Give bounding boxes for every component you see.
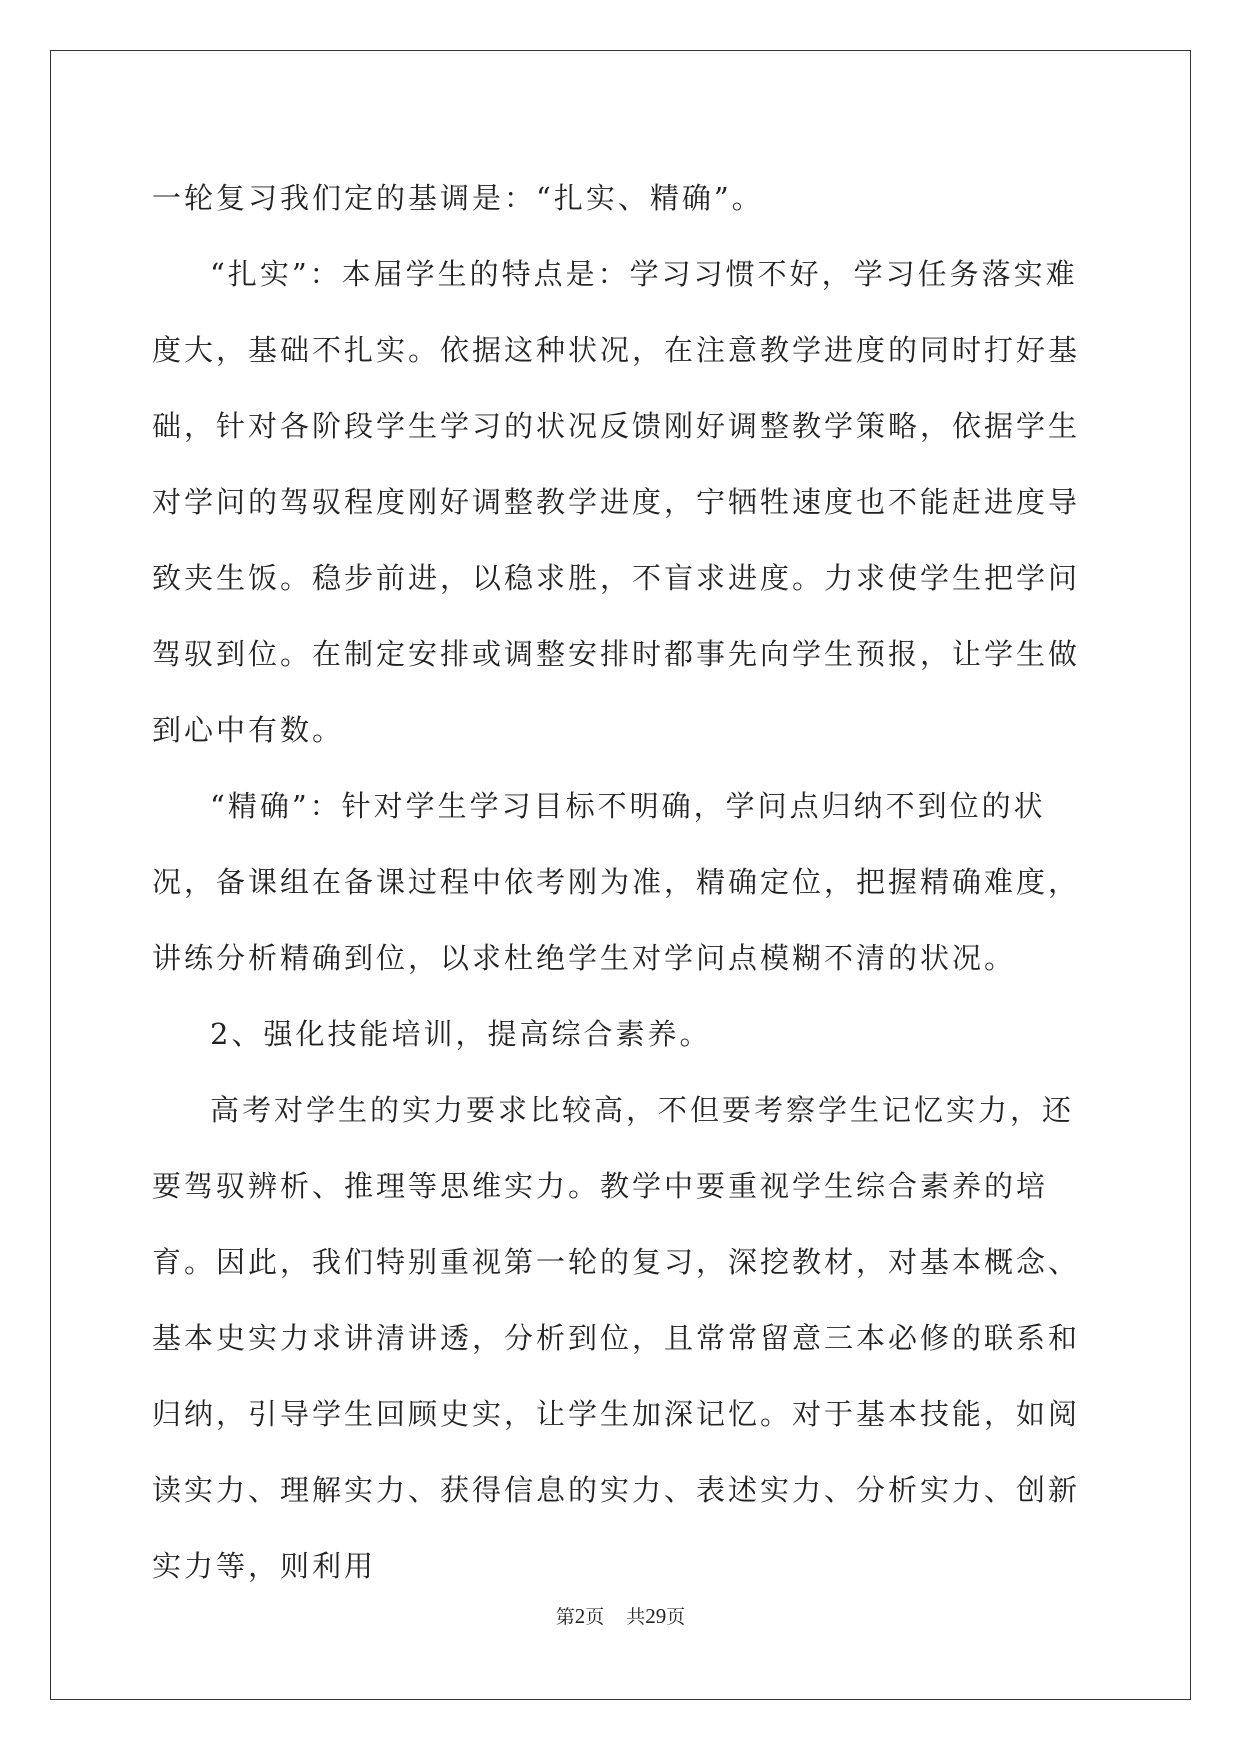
- footer-page-number: 2: [574, 1604, 586, 1628]
- footer-total-pages: 29: [645, 1604, 667, 1628]
- paragraph: 2、强化技能培训，提高综合素养。: [210, 1017, 712, 1051]
- footer-page-prefix: 第: [555, 1607, 575, 1628]
- paragraph: 高考对学生的实力要求比较高，不但要考察学生记忆实力，还要驾驭辨析、推理等思维实力。教学中要重视学生综合素养的培育。因此，我们特别重视第一轮的复习，深挖教材，对基本概念、基本史实力求讲清讲透，分析到位，且常常留意三本必修的联系和归纳，引导学生回顾史实，让学生加深记忆。对于基本技能，如阅读实力、理解实力、获得信息的实力、表述实力、分析实力、创新实力等，则利用: [152, 1093, 1081, 1583]
- paragraph: “扎实”：本届学生的特点是：学习习惯不好，学习任务落实难度大，基础不扎实。依据这种状况，在注意教学进度的同时打好基础，针对各阶段学生学习的状况反馈刚好调整教学策略，依据学生对学问的驾驭程度刚好调整教学进度，宁牺牲速度也不能赶进度导致夹生饭。稳步前进，以稳求胜，不盲求进度。力求使学生把学问驾驭到位。在制定安排或调整安排时都事先向学生预报，让学生做到心中有数。: [152, 257, 1081, 747]
- paragraph: 一轮复习我们定的基调是：“扎实、精确”。: [152, 181, 764, 215]
- document-body: [152, 160, 1092, 1604]
- footer-page-suffix: 页: [585, 1607, 605, 1628]
- page-footer: [0, 1602, 1241, 1629]
- paragraph: “精确”：针对学生学习目标不明确，学问点归纳不到位的状况，备课组在备课过程中依考刚为准，精确定位，把握精确难度，讲练分析精确到位，以求杜绝学生对学问点模糊不清的状况。: [152, 789, 1081, 975]
- footer-total-suffix: 页: [666, 1607, 686, 1628]
- footer-total-prefix: 共: [626, 1607, 646, 1628]
